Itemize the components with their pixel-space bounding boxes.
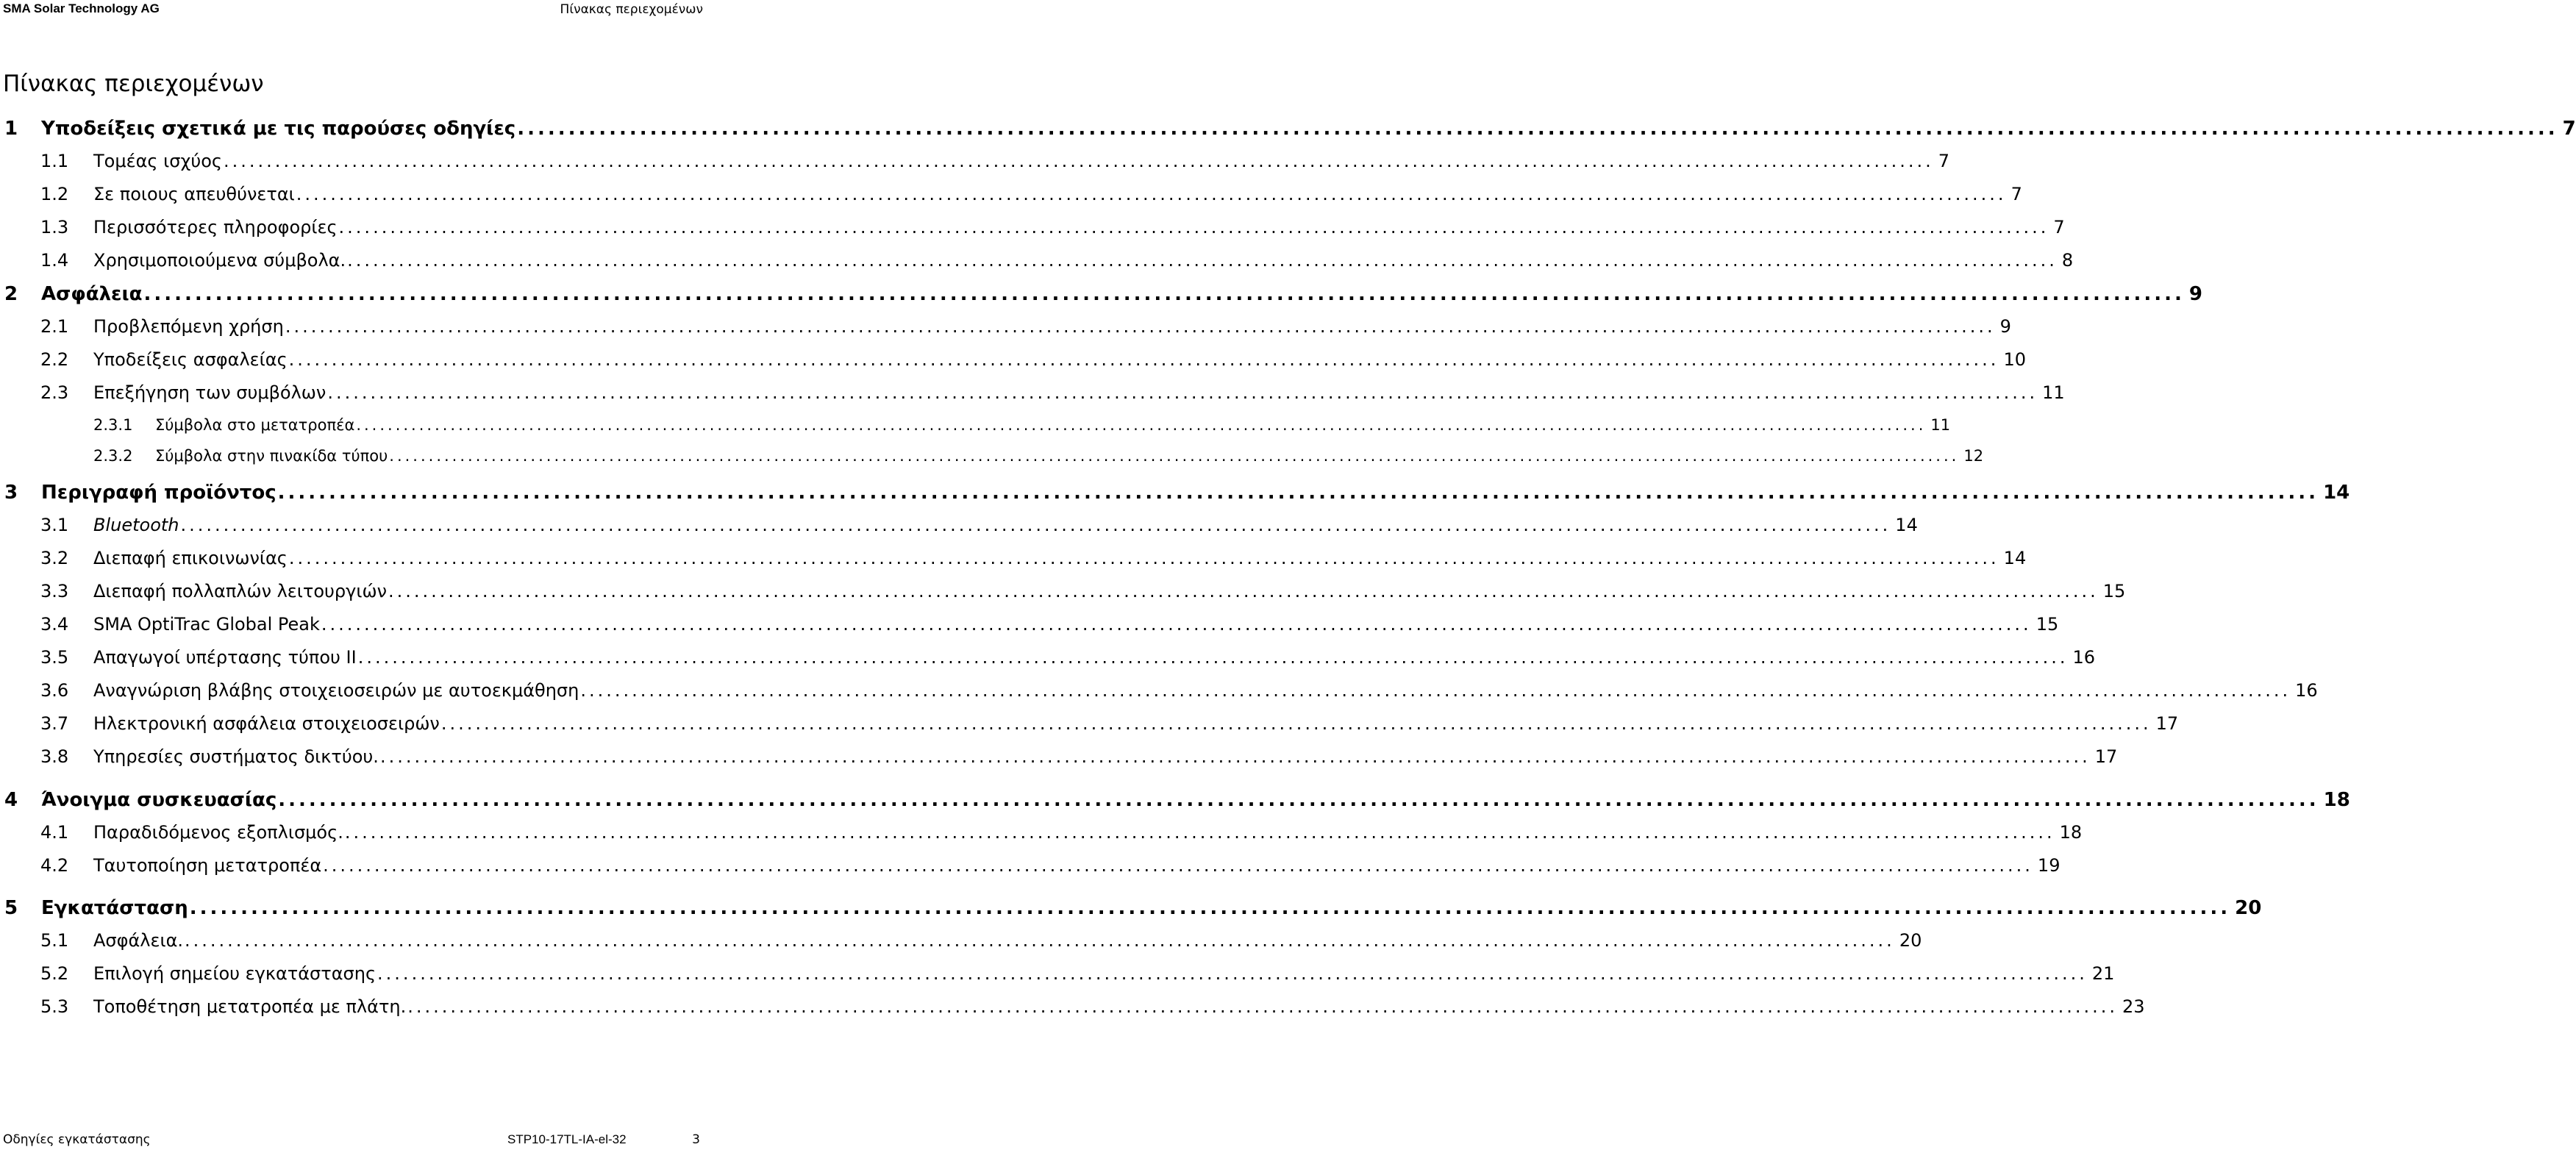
toc-entry[interactable]: [0, 930, 1922, 951]
toc-leader-dots: ........................................................................................................................................................................................................: [338, 217, 2049, 238]
toc-entry-title: Bluetooth: [93, 515, 179, 535]
toc-entry-number: 1: [4, 118, 18, 140]
toc-entry-title: Προβλεπόμενη χρήση: [93, 316, 284, 337]
toc-entry[interactable]: [0, 897, 2262, 919]
toc-entry-title: Εγκατάσταση: [41, 897, 188, 919]
toc-entry-number: 1.1: [40, 151, 69, 171]
toc-entry[interactable]: [0, 482, 2350, 504]
toc-entry-title: Ασφάλεια.: [93, 930, 184, 951]
toc-entry-page: 7: [2053, 217, 2065, 238]
toc-entry-number: 3.5: [40, 647, 69, 668]
toc-leader-dots: ........................................................................................................................................................................................................: [347, 250, 2058, 271]
toc-entry-title: Χρησιμοποιούμενα σύμβολα.: [93, 250, 346, 271]
toc-leader-dots: ........................................................................................................................................................................................................: [357, 647, 2069, 668]
toc-leader-dots: ........................................................................................................................................................................................................: [344, 822, 2055, 843]
toc-leader-dots: ........................................................................................................................................................................................................: [189, 897, 2231, 919]
toc-entry-page: 17: [2155, 713, 2179, 734]
toc-entry-title: Υπηρεσίες συστήματος δικτύου.: [93, 746, 379, 767]
toc-entry-title: Σύμβολα στην πινακίδα τύπου: [155, 447, 388, 465]
toc-entry[interactable]: [0, 647, 2096, 668]
toc-leader-dots: ........................................................................................................................................................................................................: [278, 789, 2319, 811]
toc-entry-page: 17: [2094, 746, 2118, 767]
toc-leader-dots: ........................................................................................................................................................................................................: [143, 283, 2185, 305]
toc-entry-page: 14: [1895, 515, 1918, 535]
toc-entry[interactable]: [0, 746, 2118, 767]
toc-entry-page: 19: [2037, 855, 2061, 876]
toc-entry[interactable]: [0, 250, 2074, 271]
toc-leader-dots: ........................................................................................................................................................................................................: [377, 963, 2088, 984]
toc-entry[interactable]: [0, 217, 2065, 238]
company-name: SMA Solar Technology AG: [3, 1, 160, 15]
toc-entry[interactable]: [0, 349, 2026, 370]
toc-leader-dots: ........................................................................................................................................................................................................: [388, 581, 2099, 601]
toc-entry-title: Υποδείξεις ασφαλείας: [93, 349, 288, 370]
toc-entry[interactable]: [0, 316, 2011, 337]
toc-entry-number: 4: [4, 789, 18, 811]
toc-entry-page: 20: [1899, 930, 1922, 951]
toc-entry-title: Αναγνώριση βλάβης στοιχειοσειρών με αυτοεκμάθηση: [93, 680, 579, 701]
toc-leader-dots: ........................................................................................................................................................................................................: [223, 151, 1934, 171]
toc-entry-title: Υποδείξεις σχετικά με τις παρούσες οδηγίες: [41, 118, 516, 140]
toc-entry-page: 23: [2122, 996, 2145, 1017]
toc-entry-title: Ηλεκτρονική ασφάλεια στοιχειοσειρών: [93, 713, 440, 734]
toc-entry-page: 11: [2042, 382, 2065, 403]
toc-entry-page: 8: [2061, 250, 2074, 271]
toc-entry-title: Σύμβολα στο μετατροπέα: [155, 416, 355, 434]
toc-leader-dots: ........................................................................................................................................................................................................: [277, 482, 2319, 504]
toc-entry-number: 3.3: [40, 581, 69, 601]
toc-entry-title: Ασφάλεια: [41, 283, 143, 305]
toc-entry[interactable]: [0, 713, 2179, 734]
toc-entry-title: Επεξήγηση των συμβόλων: [93, 382, 327, 403]
toc-entry-title: Ταυτοποίηση μετατροπέα: [93, 855, 322, 876]
toc-entry-number: 5.1: [40, 930, 69, 951]
toc-entry-page: 20: [2235, 897, 2262, 919]
toc-leader-dots: ........................................................................................................................................................................................................: [288, 349, 1999, 370]
toc-entry-page: 21: [2091, 963, 2115, 984]
toc-entry-page: 7: [1938, 151, 1950, 171]
toc-entry-number: 2.3: [40, 382, 69, 403]
toc-entry-page: 11: [1930, 416, 1951, 434]
toc-entry[interactable]: [0, 855, 2061, 876]
toc-entry-title: SMA OptiTrac Global Peak: [93, 614, 320, 635]
toc-leader-dots: ........................................................................................................................................................................................................: [580, 680, 2291, 701]
toc-entry[interactable]: [0, 581, 2126, 601]
toc-entry-page: 9: [1999, 316, 2011, 337]
toc-entry-title: Διεπαφή επικοινωνίας: [93, 548, 288, 568]
toc-entry-number: 3.1: [40, 515, 69, 535]
toc-entry-number: 2.1: [40, 316, 69, 337]
toc-leader-dots: ........................................................................................................................................................................................................: [517, 118, 2558, 140]
toc-entry-page: 14: [2003, 548, 2027, 568]
toc-entry-number: 3: [4, 482, 18, 504]
toc-entry-number: 3.8: [40, 746, 69, 767]
toc-entry-number: 3.7: [40, 713, 69, 734]
toc-entry-number: 5.2: [40, 963, 69, 984]
toc-entry[interactable]: [0, 416, 1951, 434]
toc-entry[interactable]: [0, 822, 2083, 843]
toc-entry-page: 15: [2036, 614, 2059, 635]
header-section-title: Πίνακας περιεχομένων: [560, 2, 703, 17]
toc-entry-number: 3.4: [40, 614, 69, 635]
toc-entry[interactable]: [0, 548, 2027, 568]
toc-entry-number: 1.3: [40, 217, 69, 238]
toc-entry[interactable]: [0, 151, 1950, 171]
toc-entry-page: 18: [2323, 789, 2350, 811]
toc-entry[interactable]: [0, 996, 2145, 1017]
toc-entry-title: Περισσότερες πληροφορίες: [93, 217, 338, 238]
toc-entry[interactable]: [0, 382, 2065, 403]
toc-entry-title: Περιγραφή προϊόντος: [41, 482, 276, 504]
toc-entry-number: 1.4: [40, 250, 69, 271]
toc-entry-number: 2.3.2: [93, 447, 133, 465]
toc-entry[interactable]: [0, 963, 2115, 984]
toc-leader-dots: ........................................................................................................................................................................................................: [180, 515, 1891, 535]
toc-entry-page: 16: [2295, 680, 2318, 701]
toc-entry-page: 9: [2188, 283, 2202, 305]
toc-entry[interactable]: [0, 680, 2318, 701]
toc-leader-dots: ........................................................................................................................................................................................................: [379, 746, 2091, 767]
toc-leader-dots: ........................................................................................................................................................................................................: [185, 930, 1895, 951]
toc-leader-dots: ........................................................................................................................................................................................................: [327, 382, 2038, 403]
toc-entry-page: 7: [2011, 184, 2022, 204]
toc-entry-title: Τομέας ισχύος: [93, 151, 222, 171]
toc-leader-dots: ........................................................................................................................................................................................................: [389, 447, 1960, 465]
footer-document-id: STP10-17TL-IA-el-32: [507, 1132, 627, 1146]
toc-entry-number: 3.6: [40, 680, 69, 701]
toc-leader-dots: ........................................................................................................................................................................................................: [285, 316, 1996, 337]
toc-entry-page: 18: [2059, 822, 2083, 843]
toc-entry[interactable]: [0, 614, 2059, 635]
toc-entry-page: 7: [2562, 118, 2576, 140]
toc-leader-dots: ........................................................................................................................................................................................................: [440, 713, 2152, 734]
toc-entry-title: Παραδιδόμενος εξοπλισμός.: [93, 822, 343, 843]
toc-entry[interactable]: [0, 118, 2576, 140]
toc-entry-page: 15: [2102, 581, 2126, 601]
footer-page-number: 3: [692, 1132, 700, 1147]
toc-leader-dots: ........................................................................................................................................................................................................: [321, 614, 2032, 635]
toc-entry-title: Άνοιγμα συσκευασίας: [41, 789, 277, 811]
toc-entry[interactable]: [0, 184, 2022, 204]
toc-entry-page: 10: [2003, 349, 2026, 370]
toc-entry-page: 14: [2323, 482, 2350, 504]
toc-entry[interactable]: [0, 789, 2350, 811]
toc-leader-dots: ........................................................................................................................................................................................................: [323, 855, 2033, 876]
toc-entry-number: 5.3: [40, 996, 69, 1017]
toc-leader-dots: ........................................................................................................................................................................................................: [296, 184, 2007, 204]
toc-entry-title: Σε ποιους απευθύνεται: [93, 184, 295, 204]
page-title: Πίνακας περιεχομένων: [3, 71, 264, 97]
toc-entry-number: 4.1: [40, 822, 69, 843]
toc-entry-number: 2: [4, 283, 18, 305]
toc-entry[interactable]: [0, 447, 1984, 465]
toc-entry[interactable]: [0, 283, 2202, 305]
toc-leader-dots: ........................................................................................................................................................................................................: [356, 416, 1927, 434]
toc-entry-page: 12: [1963, 447, 1984, 465]
toc-leader-dots: ........................................................................................................................................................................................................: [288, 548, 1999, 568]
toc-entry-number: 2.2: [40, 349, 69, 370]
toc-leader-dots: ........................................................................................................................................................................................................: [407, 996, 2119, 1017]
toc-entry-title: Τοποθέτηση μετατροπέα με πλάτη.: [93, 996, 407, 1017]
toc-entry-title: Απαγωγοί υπέρτασης τύπου II: [93, 647, 357, 668]
toc-entry-title: Διεπαφή πολλαπλών λειτουργιών: [93, 581, 387, 601]
toc-entry-number: 2.3.1: [93, 416, 133, 434]
toc-entry-number: 1.2: [40, 184, 69, 204]
toc-entry-number: 3.2: [40, 548, 69, 568]
footer-document-type: Οδηγίες εγκατάστασης: [3, 1132, 151, 1147]
toc-entry[interactable]: [0, 515, 1918, 535]
toc-entry-title: Επιλογή σημείου εγκατάστασης: [93, 963, 377, 984]
toc-entry-page: 16: [2072, 647, 2096, 668]
toc-entry-number: 4.2: [40, 855, 69, 876]
toc-entry-number: 5: [4, 897, 18, 919]
